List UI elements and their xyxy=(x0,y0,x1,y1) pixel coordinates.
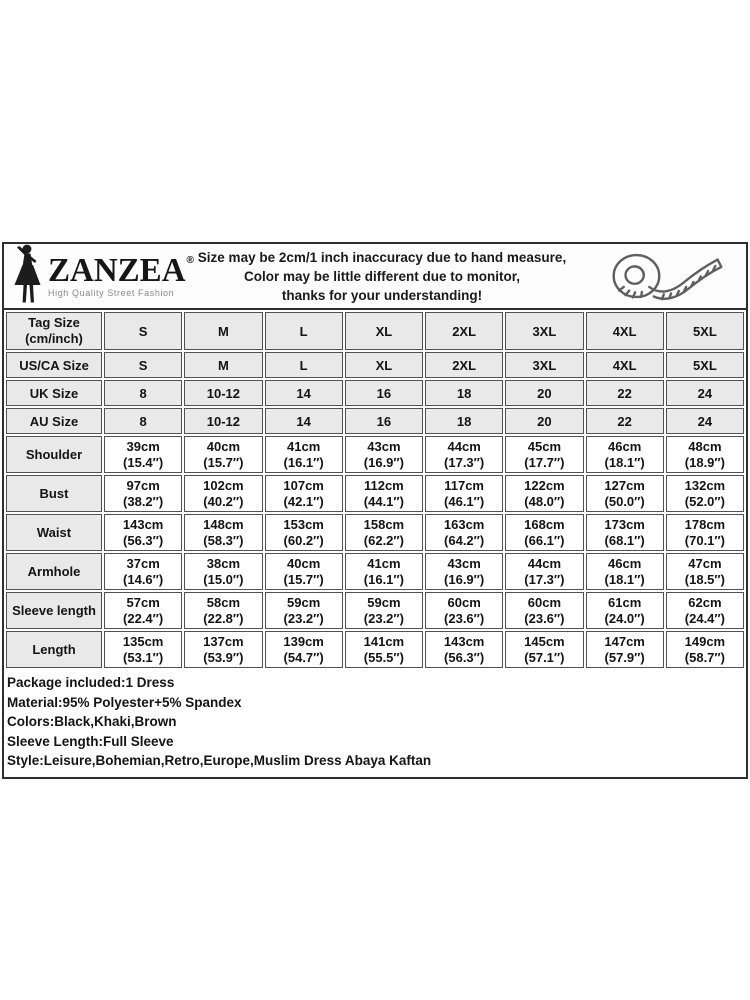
measure-value-cell: 97cm (38.2″) xyxy=(104,475,182,512)
registered-mark: ® xyxy=(186,254,194,266)
measure-value-cell: 60cm (23.6″) xyxy=(425,592,503,629)
size-value-cell: 24 xyxy=(666,380,744,406)
measure-value-cell: 60cm (23.6″) xyxy=(505,592,583,629)
measure-value-cell: 46cm (18.1″) xyxy=(586,553,664,590)
size-value-cell: 2XL xyxy=(425,352,503,378)
measure-label-cell: Bust xyxy=(6,475,102,512)
size-value-cell: 18 xyxy=(425,380,503,406)
measure-label-cell: Length xyxy=(6,631,102,668)
size-value-cell: 5XL xyxy=(666,352,744,378)
measure-value-cell: 143cm (56.3″) xyxy=(104,514,182,551)
measure-value-cell: 135cm (53.1″) xyxy=(104,631,182,668)
measure-label-cell: Sleeve length xyxy=(6,592,102,629)
table-row xyxy=(6,475,744,512)
measure-value-cell: 112cm (44.1″) xyxy=(345,475,423,512)
size-value-cell: 20 xyxy=(505,380,583,406)
measure-value-cell: 158cm (62.2″) xyxy=(345,514,423,551)
measure-value-cell: 143cm (56.3″) xyxy=(425,631,503,668)
measure-value-cell: 41cm (16.1″) xyxy=(345,553,423,590)
table-row xyxy=(6,436,744,473)
notice-line-2: Color may be little different due to monitor, xyxy=(243,268,521,284)
size-label-cell: AU Size xyxy=(6,408,102,434)
measure-value-cell: 58cm (22.8″) xyxy=(184,592,262,629)
size-value-cell: 16 xyxy=(345,408,423,434)
table-row xyxy=(6,592,744,629)
measure-value-cell: 149cm (58.7″) xyxy=(666,631,744,668)
brand-tagline: High Quality Street Fashion xyxy=(48,287,175,298)
measure-value-cell: 43cm (16.9″) xyxy=(425,553,503,590)
table-row xyxy=(6,631,744,668)
size-value-cell: 16 xyxy=(345,380,423,406)
size-value-cell: 22 xyxy=(586,380,664,406)
size-label-cell: UK Size xyxy=(6,380,102,406)
measure-value-cell: 178cm (70.1″) xyxy=(666,514,744,551)
measure-value-cell: 107cm (42.1″) xyxy=(265,475,343,512)
measure-value-cell: 44cm (17.3″) xyxy=(505,553,583,590)
measure-value-cell: 47cm (18.5″) xyxy=(666,553,744,590)
detail-style: Style:Leisure,Bohemian,Retro,Europe,Muslim Dress Abaya Kaftan xyxy=(7,753,432,768)
detail-sleeve-length: Sleeve Length:Full Sleeve xyxy=(7,733,174,749)
size-label-cell: US/CA Size xyxy=(6,352,102,378)
table-row xyxy=(6,352,744,378)
detail-package: Package included:1 Dress xyxy=(7,675,175,690)
measure-value-cell: 41cm (16.1″) xyxy=(265,436,343,473)
table-row xyxy=(6,408,744,434)
measure-value-cell: 153cm (60.2″) xyxy=(265,514,343,551)
size-value-cell: L xyxy=(265,312,343,350)
size-value-cell: 10-12 xyxy=(184,408,262,434)
measure-label-cell: Shoulder xyxy=(6,436,102,473)
measure-value-cell: 44cm (17.3″) xyxy=(425,436,503,473)
measure-value-cell: 173cm (68.1″) xyxy=(586,514,664,551)
size-value-cell: 8 xyxy=(104,408,182,434)
measure-value-cell: 59cm (23.2″) xyxy=(345,592,423,629)
measure-value-cell: 61cm (24.0″) xyxy=(586,592,664,629)
size-value-cell: M xyxy=(184,312,262,350)
size-chart-sheet xyxy=(2,242,748,779)
measuring-tape-icon xyxy=(578,245,746,307)
table-row xyxy=(6,553,744,590)
measure-value-cell: 62cm (24.4″) xyxy=(666,592,744,629)
size-value-cell: XL xyxy=(345,312,423,350)
measure-value-cell: 40cm (15.7″) xyxy=(184,436,262,473)
measure-value-cell: 122cm (48.0″) xyxy=(505,475,583,512)
table-row xyxy=(6,514,744,551)
measure-value-cell: 148cm (58.3″) xyxy=(184,514,262,551)
size-value-cell: 14 xyxy=(265,408,343,434)
measure-value-cell: 102cm (40.2″) xyxy=(184,475,262,512)
measure-value-cell: 132cm (52.0″) xyxy=(666,475,744,512)
measure-value-cell: 38cm (15.0″) xyxy=(184,553,262,590)
size-value-cell: 8 xyxy=(104,380,182,406)
woman-silhouette-icon xyxy=(12,244,46,309)
measure-value-cell: 39cm (15.4″) xyxy=(104,436,182,473)
measure-label-cell: Waist xyxy=(6,514,102,551)
size-value-cell: L xyxy=(265,352,343,378)
size-value-cell: XL xyxy=(345,352,423,378)
notice-line-3: thanks for your understanding! xyxy=(281,287,483,303)
measure-value-cell: 145cm (57.1″) xyxy=(505,631,583,668)
zanzea-logo xyxy=(4,244,194,309)
detail-colors: Colors:Black,Khaki,Brown xyxy=(7,714,177,729)
measure-value-cell: 147cm (57.9″) xyxy=(586,631,664,668)
measure-value-cell: 163cm (64.2″) xyxy=(425,514,503,551)
measure-value-cell: 46cm (18.1″) xyxy=(586,436,664,473)
size-label-cell: Tag Size (cm/inch) xyxy=(6,312,102,350)
size-chart-table xyxy=(4,310,746,670)
size-value-cell: S xyxy=(104,312,182,350)
measure-value-cell: 139cm (54.7″) xyxy=(265,631,343,668)
measure-value-cell: 57cm (22.4″) xyxy=(104,592,182,629)
size-value-cell: 3XL xyxy=(505,312,583,350)
size-value-cell: 18 xyxy=(425,408,503,434)
brand-text: ZANZEA xyxy=(48,252,186,289)
size-value-cell: 22 xyxy=(586,408,664,434)
table-row xyxy=(6,380,744,406)
measure-value-cell: 127cm (50.0″) xyxy=(586,475,664,512)
measure-value-cell: 45cm (17.7″) xyxy=(505,436,583,473)
measure-value-cell: 141cm (55.5″) xyxy=(345,631,423,668)
measure-value-cell: 59cm (23.2″) xyxy=(265,592,343,629)
detail-material: Material:95% Polyester+5% Spandex xyxy=(7,694,242,710)
size-value-cell: S xyxy=(104,352,182,378)
size-value-cell: 4XL xyxy=(586,312,664,350)
measure-value-cell: 48cm (18.9″) xyxy=(666,436,744,473)
size-value-cell: M xyxy=(184,352,262,378)
size-value-cell: 24 xyxy=(666,408,744,434)
header-band xyxy=(4,244,746,310)
size-value-cell: 4XL xyxy=(586,352,664,378)
table-row xyxy=(6,312,744,350)
size-value-cell: 5XL xyxy=(666,312,744,350)
measure-value-cell: 40cm (15.7″) xyxy=(265,553,343,590)
measure-label-cell: Armhole xyxy=(6,553,102,590)
size-notice xyxy=(186,248,578,305)
product-details xyxy=(4,670,746,777)
measure-value-cell: 37cm (14.6″) xyxy=(104,553,182,590)
notice-line-1: Size may be 2cm/1 inch inaccuracy due to hand measure, xyxy=(197,249,567,265)
size-value-cell: 2XL xyxy=(425,312,503,350)
measure-value-cell: 137cm (53.9″) xyxy=(184,631,262,668)
measure-value-cell: 43cm (16.9″) xyxy=(345,436,423,473)
size-value-cell: 14 xyxy=(265,380,343,406)
size-value-cell: 10-12 xyxy=(184,380,262,406)
measure-value-cell: 117cm (46.1″) xyxy=(425,475,503,512)
measure-value-cell: 168cm (66.1″) xyxy=(505,514,583,551)
size-value-cell: 20 xyxy=(505,408,583,434)
size-value-cell: 3XL xyxy=(505,352,583,378)
